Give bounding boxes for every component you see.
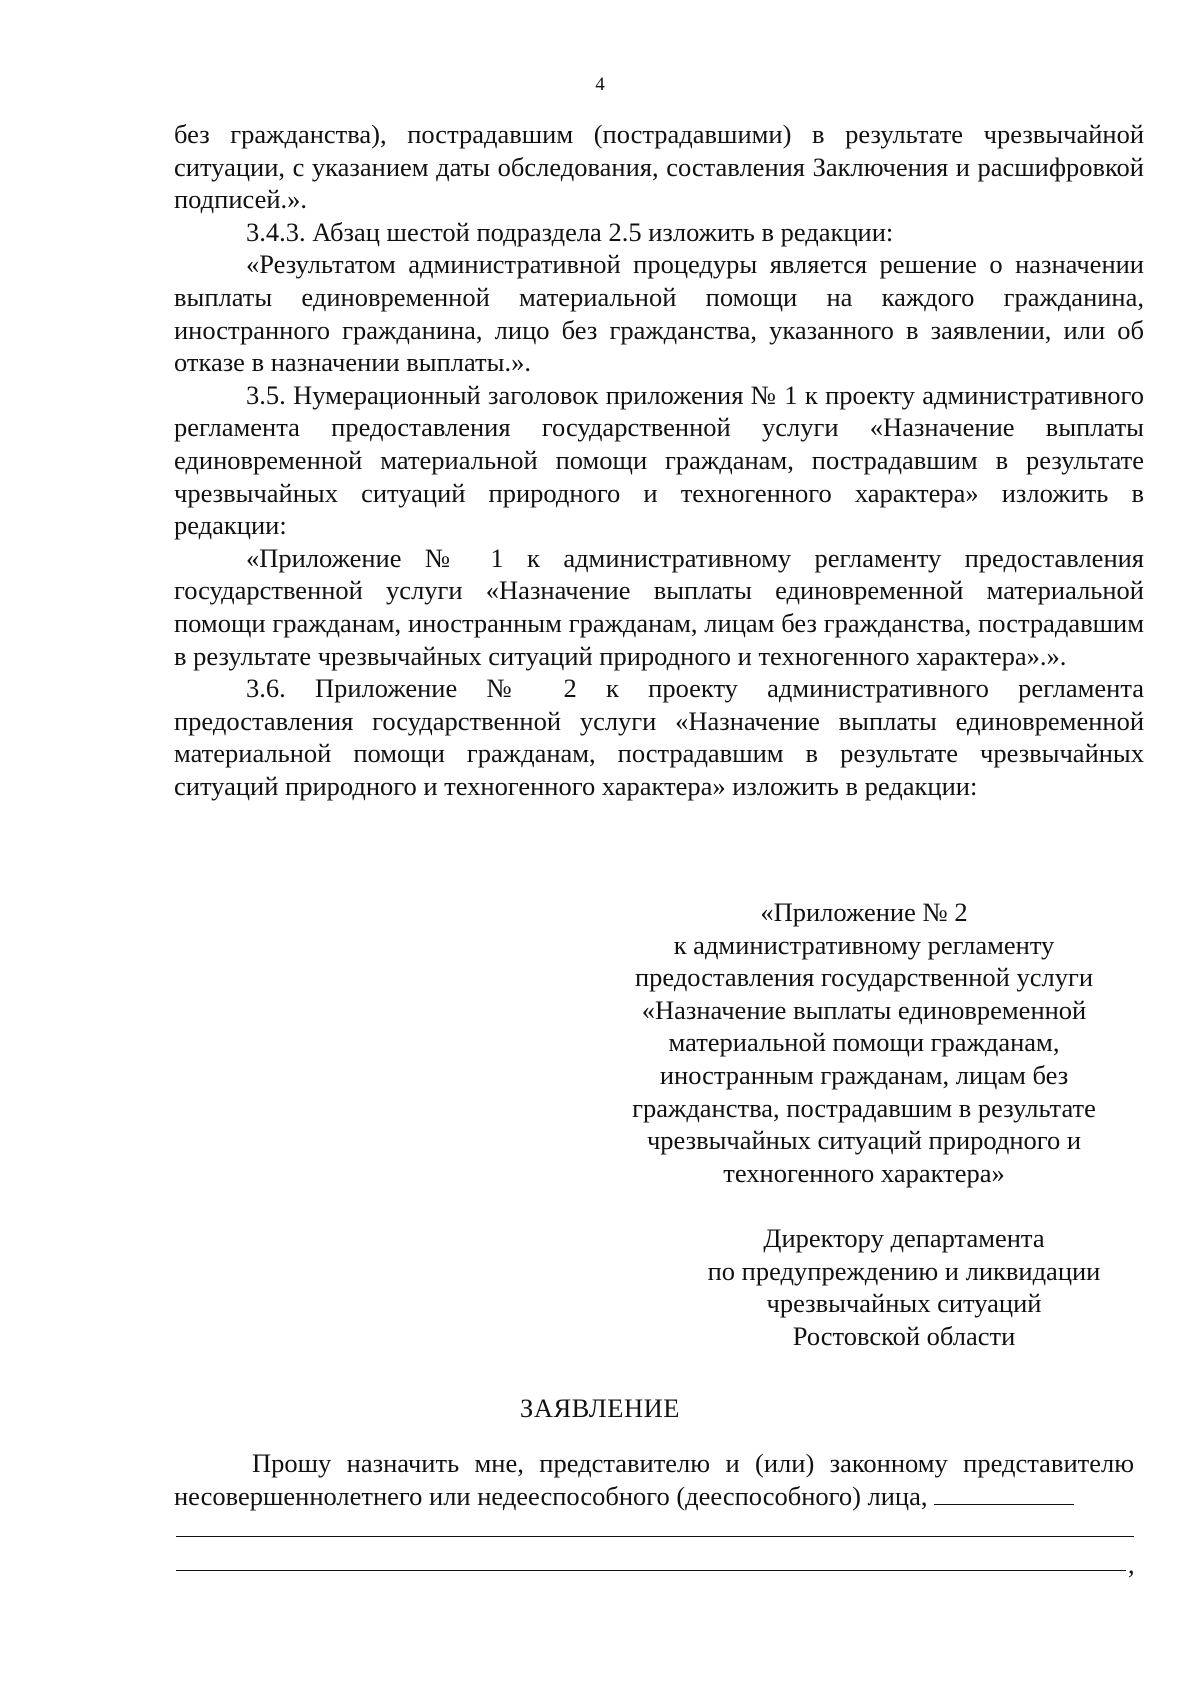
blank-fill-line <box>176 1570 1126 1571</box>
statement-paragraph <box>174 1447 1134 1512</box>
blank-fill-line <box>176 1536 1134 1537</box>
addressee-line: Ростовской области <box>792 1320 1016 1351</box>
addressee <box>684 1222 1124 1352</box>
appendix-header-line: к административному регламенту <box>673 929 1055 960</box>
appendix-header-line: «Приложение № 2 <box>760 897 968 927</box>
paragraph-3-4-3: 3.4.3. Абзац шестой подраздела 2.5 изложить в редакции: <box>246 216 894 247</box>
addressee-line: Директору департамента <box>763 1223 1045 1253</box>
appendix-header-line: «Назначение выплаты единовременной <box>641 994 1087 1025</box>
addressee-line: по предупреждению и ликвидации <box>707 1255 1101 1286</box>
paragraph-3-5: 3.5. Нумерационный заголовок приложения № 1 к проекту административного регламента предоставления государственной услуги «Назначение выплаты единовременной материальной помощи гражданам, пострадавшим в результате чрезвычайных ситуаций природного и техногенного характера» изложить в редакции: <box>174 379 1144 541</box>
statement-body <box>174 1447 1134 1512</box>
appendix-header-line: иностранным гражданам, лицам без <box>659 1059 1069 1090</box>
page-number: 4 <box>595 74 605 95</box>
appendix-header-line: предоставления государственной услуги <box>634 962 1094 993</box>
document-body <box>174 118 1144 802</box>
paragraph-continuation: без гражданства), пострадавшим (пострадавшими) в результате чрезвычайной ситуации, с указанием даты обследования, составления Заключения и расшифровкой подписей.». <box>174 119 1144 215</box>
statement-text: Прошу назначить мне, представителю и (или) законному представителю несовершеннолетнего или недееспособного (дееспособного) лица, <box>174 1448 1134 1511</box>
appendix-header-line: техногенного характера» <box>723 1157 1005 1188</box>
appendix-header <box>594 896 1134 1189</box>
appendix-header-line: материальной помощи гражданам, <box>668 1027 1060 1058</box>
paragraph-3-6: 3.6. Приложение № 2 к проекту административного регламента предоставления государственной услуги «Назначение выплаты единовременной материальной помощи гражданам, пострадавшим в результате чрезвычайных ситуаций природного и техногенного характера» изложить в редакции: <box>174 673 1144 801</box>
blank-fill-line <box>934 1482 1074 1505</box>
paragraph-quoted-result: «Результатом административной процедуры является решение о назначении выплаты единовременной материальной помощи на каждого гражданина, иностранного гражданина, лицо без гражданства, указанного в заявлении, или об отказе в назначении выплаты.». <box>174 249 1144 378</box>
paragraph-quoted-appendix-1: «Приложение № 1 к административному регламенту предоставления государственной услуги «Назначение выплаты единовременной материальной помощи гражданам, иностранным гражданам, лицам без гражданства, пострадавшим в результате чрезвычайных ситуаций природного и техногенного характера».». <box>174 542 1144 671</box>
addressee-line: чрезвычайных ситуаций <box>766 1288 1042 1319</box>
statement-title: ЗАЯВЛЕНИЕ <box>520 1393 680 1423</box>
trailing-comma: , <box>1128 1549 1135 1579</box>
appendix-header-line: гражданства, пострадавшим в результате <box>632 1092 1096 1123</box>
appendix-header-line: чрезвычайных ситуаций природного и <box>646 1125 1082 1156</box>
